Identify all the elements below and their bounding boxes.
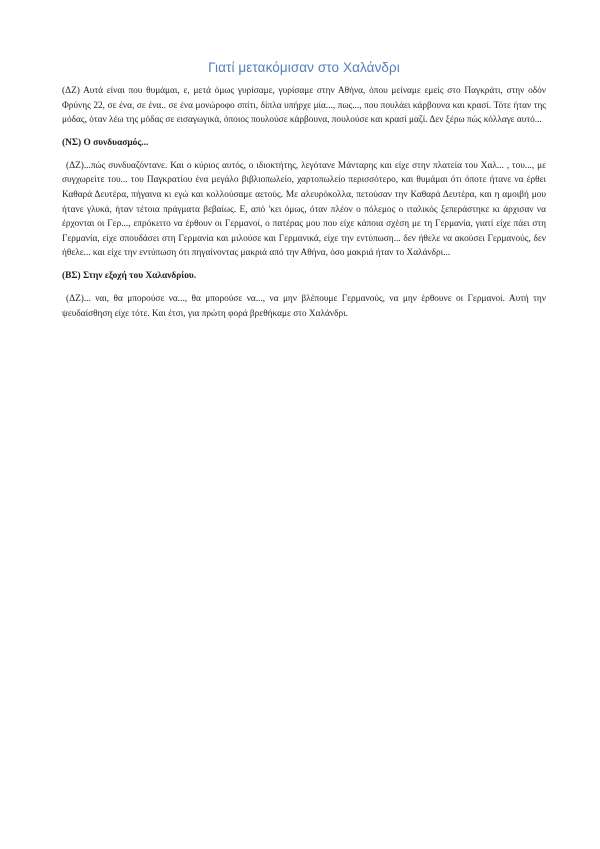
document-page bbox=[62, 60, 546, 330]
section-heading-2: (ΒΣ) Στην εξοχή του Χαλανδρίου. bbox=[62, 270, 197, 281]
document-title: Γιατί μετακόμισαν στο Χαλάνδρι bbox=[208, 60, 400, 75]
paragraph-1: (ΔΖ) Αυτά είναι που θυμάμαι, ε, μετά όμως γυρίσαμε, γυρίσαμε στην Αθήνα, όπου μείναμε εμείς στο Παγκράτι, στην οδόν Φρύνης 22, σε ένα, σε ένα.. σε ένα μονώροφο σπίτι, δίπλα υπήρχε μία..., πως..., που πουλάει κάρβουνα και κρασί. Τότε ήταν της μόδας, όταν λέω της μόδας σε εισαγωγικά, όποιος πουλούσε κάρβουνα, πουλούσε και κρασί μαζί. Δεν ξέρω πώς κόλλαγε αυτό... bbox=[62, 86, 546, 126]
section-heading-1: (ΝΣ) Ο συνδυασμός... bbox=[62, 137, 149, 148]
paragraph-2: (ΔΖ)...πώς συνδυαζόντανε. Και ο κύριος αυτός, ο ιδιοκτήτης, λεγότανε Μάνταρης και είχε στην πλατεία του Χαλ... , του..., με συγχωρείτε του... του Παγκρατίου ένα μεγάλο βιβλιοπωλείο, χαρτοπωλείο περισσότερο, και θυμάμαι ότι όποτε ήτανε να έρθει Καθαρά Δευτέρα, πήγαινα κι εγώ και κολλούσαμε αετούς. Με αλευρόκολλα, πετούσαν την Καθαρά Δευτέρα, και η αμοιβή μου ήτανε γλυκά, ήταν τέτοια πράγματα βεβαίως. Ε, από 'κει όμως, όταν πλέον ο πόλεμος ο ιταλικός ξεπεράστηκε κι άρχισαν να έρχονται οι Γερ..., επρόκειτο να έρθουν οι Γερμανοί, ο πατέρας μου που είχε κάποια σχέση με τη Γερμανία, γιατί είχε πάει στη Γερμανία, είχε σπουδάσει στη Γερμανία και μιλούσε και Γερμανικά, είχε την εντύπωση... δεν ήθελε να ακούσει Γερμανούς, δεν ήθελε... και είχε την εντύπωση ότι πηγαίνοντας μακριά από την Αθήνα, όσο μακριά ήταν το Χαλάνδρι... bbox=[62, 160, 546, 259]
paragraph-3: (ΔΖ)... ναι, θα μπορούσε να..., θα μπορούσε να..., να μην βλέπουμε Γερμανούς, να μην έρθουνε οι Γερμανοί. Αυτή την ψευδαίσθηση είχε τότε. Και έτσι, για πρώτη φορά βρεθήκαμε στο Χαλάνδρι. bbox=[62, 293, 546, 319]
